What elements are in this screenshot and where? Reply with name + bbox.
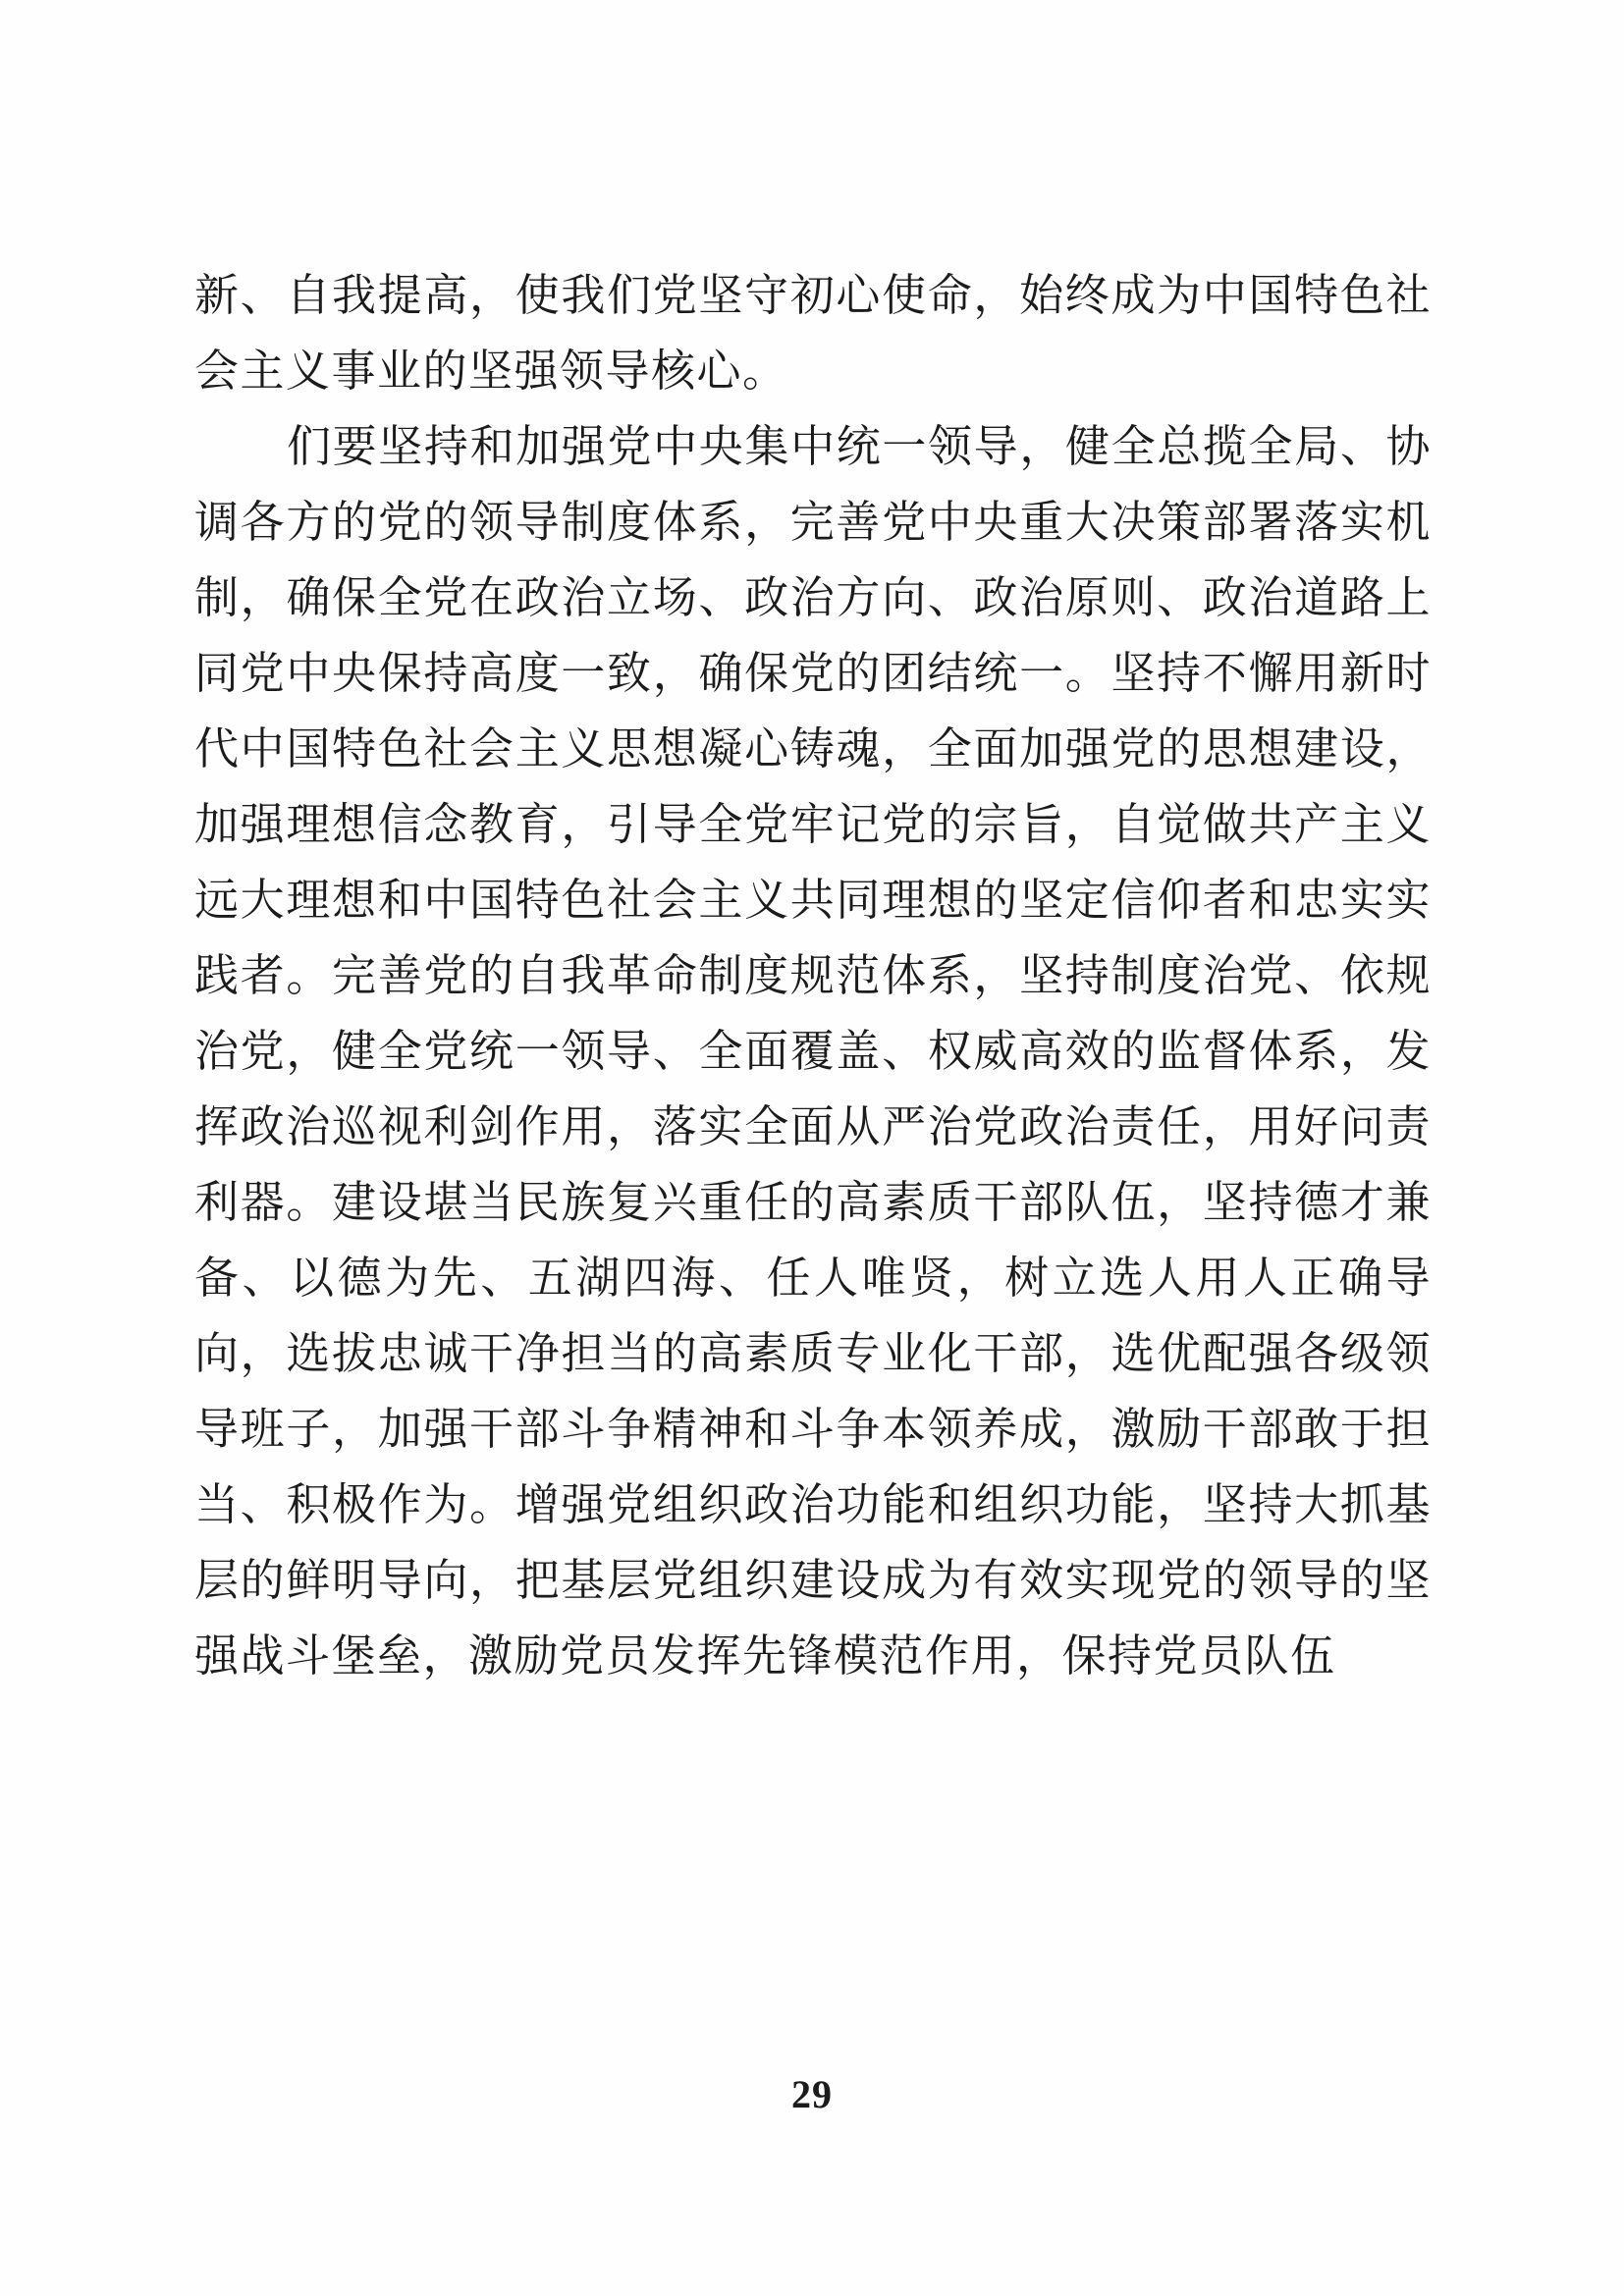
body-text: [194, 257, 1432, 1693]
paragraph-continued: 新、自我提高，使我们党坚守初心使命，始终成为中国特色社会主义事业的坚强领导核心。: [194, 269, 1432, 397]
page-number: 29: [791, 2072, 833, 2116]
paragraph-main: 们要坚持和加强党中央集中统一领导，健全总揽全局、协调各方的党的领导制度体系，完善党中央重大决策部署落实机制，确保全党在政治立场、政治方向、政治原则、政治道路上同党中央保持高度一致，确保党的团结统一。坚持不懈用新时代中国特色社会主义思想凝心铸魂，全面加强党的思想建设，加强理想信念教育，引导全党牢记党的宗旨，自觉做共产主义远大理想和中国特色社会主义共同理想的坚定信仰者和忠实实践者。完善党的自我革命制度规范体系，坚持制度治党、依规治党，健全党统一领导、全面覆盖、权威高效的监督体系，发挥政治巡视利剑作用，落实全面从严治党政治责任，用好问责利器。建设堪当民族复兴重任的高素质干部队伍，坚持德才兼备、以德为先、五湖四海、任人唯贤，树立选人用人正确导向，选拔忠诚干净担当的高素质专业化干部，选优配强各级领导班子，加强干部斗争精神和斗争本领养成，激励干部敢于担当、积极作为。增强党组织政治功能和组织功能，坚持大抓基层的鲜明导向，把基层党组织建设成为有效实现党的领导的坚强战斗堡垒，激励党员发挥先锋模范作用，保持党员队伍: [194, 420, 1432, 1682]
